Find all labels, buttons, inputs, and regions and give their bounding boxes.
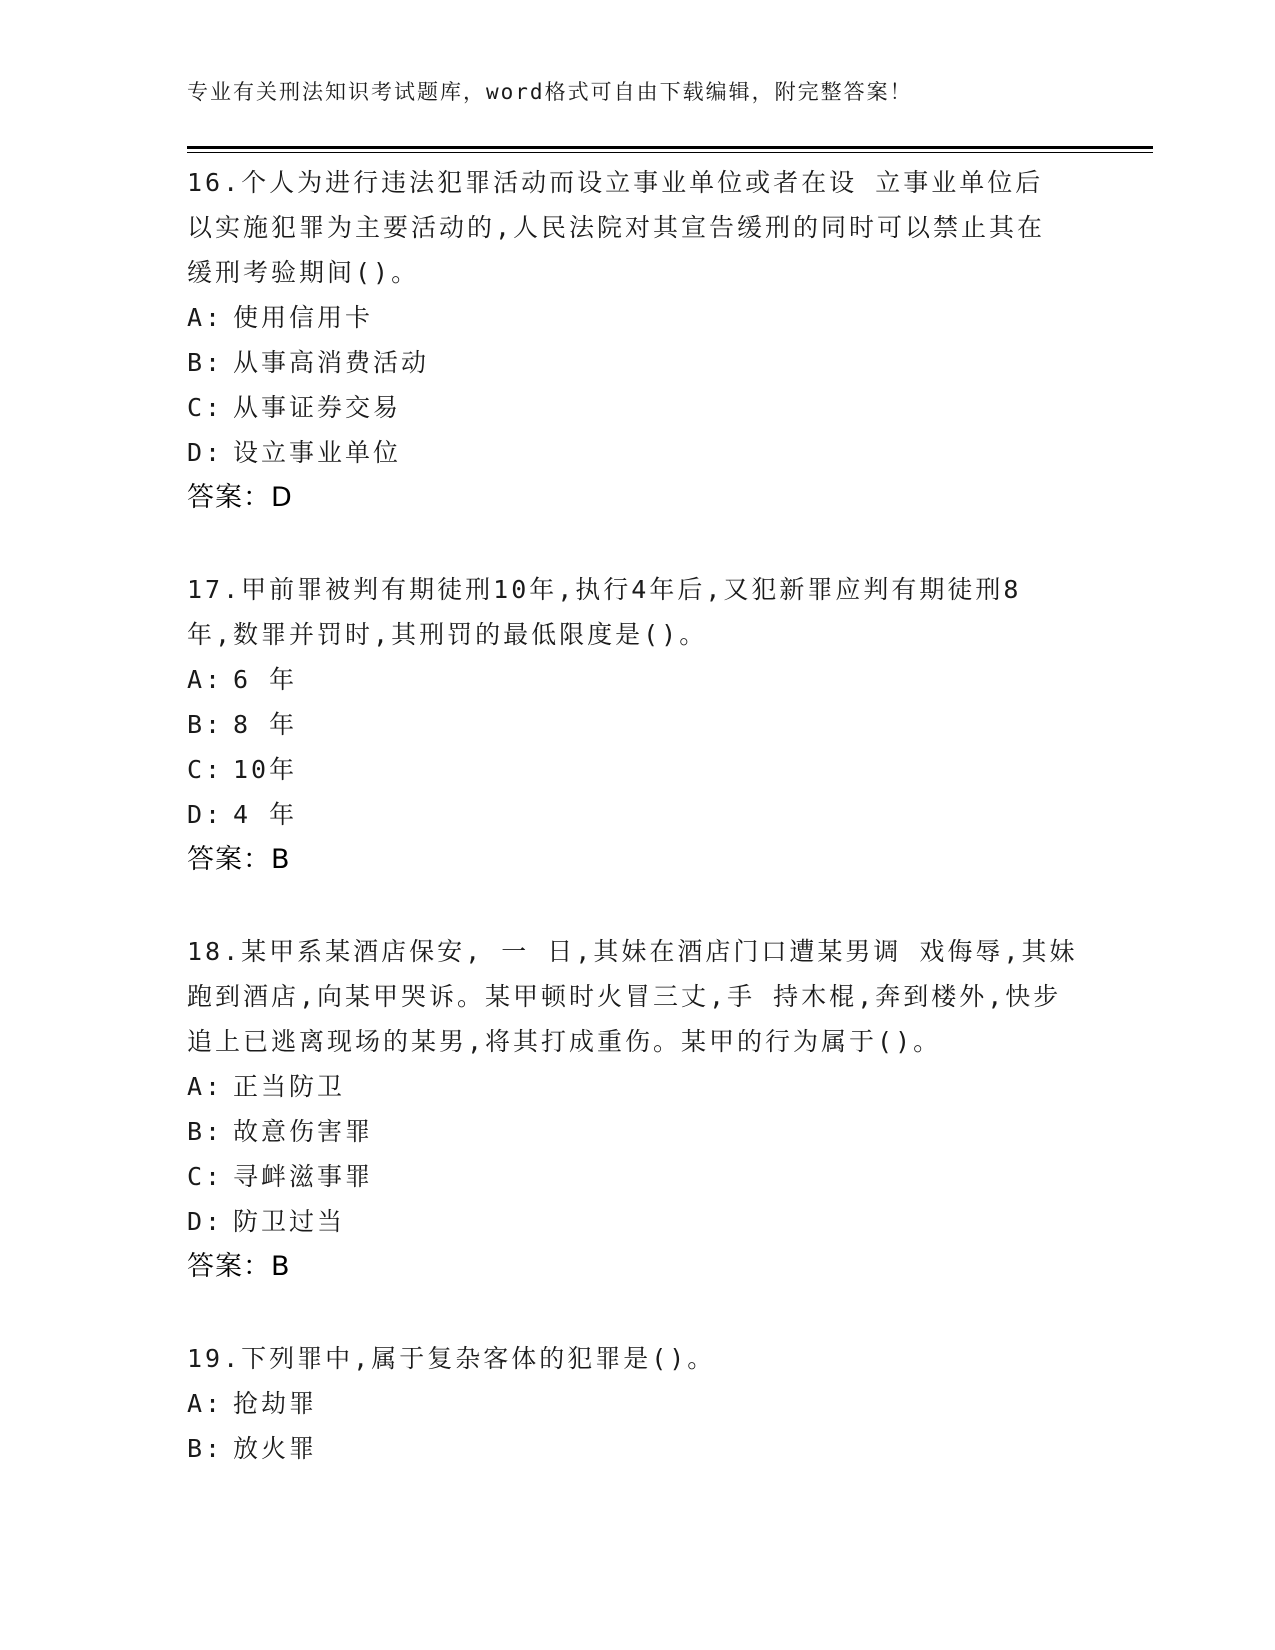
option-b xyxy=(187,1109,1087,1154)
question-stem-line: 追上已逃离现场的某男,将其打成重伤。某甲的行为属于()。 xyxy=(187,1027,942,1056)
question-stem-line: 18.某甲系某酒店保安, 一 日,其妹在酒店门口遭某男调 戏侮辱,其妹 xyxy=(187,937,1078,966)
answer-label: 答案：B xyxy=(187,844,291,875)
option-text: 8 年 xyxy=(233,710,298,739)
option-text: 从事高消费活动 xyxy=(233,348,430,377)
option-text: 设立事业单位 xyxy=(233,438,402,467)
option-d xyxy=(187,1199,1087,1244)
question-stem-line: 19.下列罪中,属于复杂客体的犯罪是()。 xyxy=(187,1344,716,1373)
answer-label: 答案：B xyxy=(187,1251,291,1282)
question-list xyxy=(187,160,1087,1517)
question-stem-line: 以实施犯罪为主要活动的,人民法院对其宣告缓刑的同时可以禁止其在 xyxy=(187,213,1046,242)
option-letter: B: xyxy=(187,1434,224,1463)
question-stem-line: 17.甲前罪被判有期徒刑10年,执行4年后,又犯新罪应判有期徒刑8 xyxy=(187,575,1022,604)
option-a xyxy=(187,1381,1087,1426)
option-text: 6 年 xyxy=(233,665,298,694)
question-16 xyxy=(187,160,1087,521)
page-header: 专业有关刑法知识考试题库，word格式可自由下载编辑，附完整答案！ xyxy=(187,80,913,104)
option-c xyxy=(187,747,1087,792)
option-text: 放火罪 xyxy=(233,1434,318,1463)
option-letter: D: xyxy=(187,438,224,467)
option-letter: C: xyxy=(187,1162,224,1191)
option-letter: D: xyxy=(187,800,224,829)
option-a xyxy=(187,1064,1087,1109)
question-stem-line: 年,数罪并罚时,其刑罚的最低限度是()。 xyxy=(187,620,708,649)
question-18 xyxy=(187,929,1087,1290)
option-text: 从事证券交易 xyxy=(233,393,402,422)
question-19 xyxy=(187,1336,1087,1471)
option-letter: A: xyxy=(187,303,224,332)
header-rule-thick xyxy=(187,146,1153,149)
option-a xyxy=(187,295,1087,340)
option-letter: A: xyxy=(187,665,224,694)
answer-label: 答案：D xyxy=(187,482,293,513)
option-text: 防卫过当 xyxy=(233,1207,346,1236)
option-text: 寻衅滋事罪 xyxy=(233,1162,374,1191)
option-text: 10年 xyxy=(233,755,298,784)
option-c xyxy=(187,1154,1087,1199)
option-letter: B: xyxy=(187,348,224,377)
option-letter: D: xyxy=(187,1207,224,1236)
option-a xyxy=(187,657,1087,702)
option-text: 正当防卫 xyxy=(233,1072,346,1101)
option-b xyxy=(187,1426,1087,1471)
option-b xyxy=(187,340,1087,385)
option-c xyxy=(187,385,1087,430)
option-letter: B: xyxy=(187,710,224,739)
question-stem-line: 缓刑考验期间()。 xyxy=(187,258,420,287)
option-letter: C: xyxy=(187,393,224,422)
option-d xyxy=(187,792,1087,837)
option-letter: C: xyxy=(187,755,224,784)
option-text: 使用信用卡 xyxy=(233,303,374,332)
option-letter: A: xyxy=(187,1072,224,1101)
option-letter: B: xyxy=(187,1117,224,1146)
question-stem-line: 跑到酒店,向某甲哭诉。某甲顿时火冒三丈,手 持木棍,奔到楼外,快步 xyxy=(187,982,1062,1011)
option-d xyxy=(187,430,1087,475)
option-text: 4 年 xyxy=(233,800,298,829)
question-17 xyxy=(187,567,1087,883)
option-text: 故意伤害罪 xyxy=(233,1117,374,1146)
option-text: 抢劫罪 xyxy=(233,1389,318,1418)
question-stem-line: 16.个人为进行违法犯罪活动而设立事业单位或者在设 立事业单位后 xyxy=(187,168,1044,197)
option-b xyxy=(187,702,1087,747)
option-letter: A: xyxy=(187,1389,224,1418)
header-rule-thin xyxy=(187,152,1153,153)
